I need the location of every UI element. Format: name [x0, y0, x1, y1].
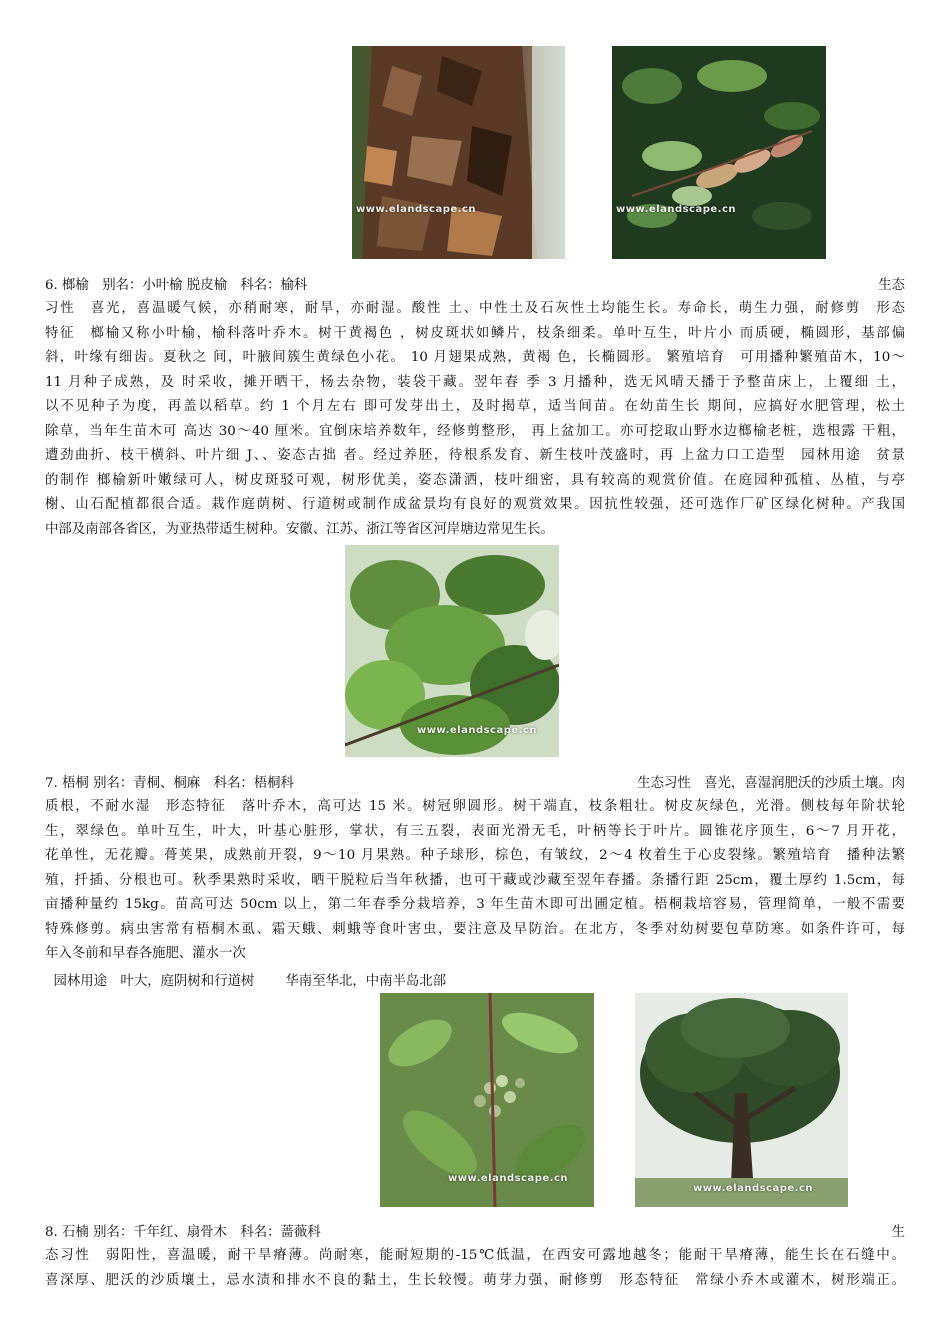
watermark-text: www.elandscape.cn	[356, 204, 477, 215]
text-line: 特征 榔榆又称小叶榆，榆科落叶乔木。树干黄褐色 ，树皮斑状如鳞片，枝条细柔。单叶互生，叶片小 而质硬，椭圆形，基部偏	[45, 325, 905, 341]
heading-title: 8. 石楠 别名：千年红、扇骨木 科名：蔷薇科	[45, 1225, 321, 1240]
watermark-text: www.elandscape.cn	[448, 1173, 569, 1184]
heading-continued: 生	[891, 1225, 905, 1240]
heading-title: 7. 梧桐 别名：青桐、桐麻 科名：梧桐科	[45, 776, 294, 791]
text-line: 的制作 榔榆新叶嫩绿可人，树皮斑驳可观，树形优美，姿态潇洒，枝叶细密，具有较高的观赏价值。在庭园种孤植、丛植，与亭	[45, 472, 905, 488]
text-line: 质根，不耐水湿 形态特征 落叶乔木，高可达 15 米。树冠卵圆形。树干端直，枝条粗壮。树皮灰绿色，光滑。侧枝每年阶状轮	[45, 799, 905, 814]
bark-photo	[352, 46, 565, 259]
tree-leaves-photo	[345, 545, 559, 757]
text-line: 喜深厚、肥沃的沙质壤土，忌水渍和排水不良的黏土，生长较慢。萌芽力强，耐修剪 形态特征 常绿小乔木或灌木，树形端正。	[45, 1272, 905, 1288]
section-body	[45, 1244, 905, 1293]
text-line: 生，翠绿色。单叶互生，叶大，叶基心脏形，掌状，有三五裂，表面光滑无毛，叶柄等长于叶片。圆锥花序顶生，6～7 月开花，	[45, 823, 905, 839]
text-line: 花单性，无花瓣。蓇荚果，成熟前开裂，9～10 月果熟。种子球形，棕色，有皱纹，2～4 枚着生于心皮裂缘。繁殖培育 播种法繁	[45, 848, 905, 863]
text-line: 特殊修剪。病虫害常有梧桐木虱、霜天蛾、刺蛾等食叶害虫，要注意及早防治。在北方，冬季对幼树要包草防寒。如条件许可，每	[45, 921, 905, 937]
section-heading	[45, 1221, 905, 1245]
text-line: 11 月种子成熟，及 时采收，摊开晒干，杨去杂物，装袋干藏。翌年春 季 3 月播种，选无风晴天播于予整苗床上，上覆细 土，	[45, 374, 905, 390]
heading-continued: 生态	[878, 278, 905, 293]
leaves-photo	[612, 46, 826, 259]
text-line: 榭、山石配植都很合适。栽作庭荫树、行道树或制作成盆景均有良好的观赏效果。因抗性较强，还可选作厂矿区绿化树种。产我国	[45, 497, 905, 512]
heading-continued: 生态习性 喜光，喜湿润肥沃的沙质土壤。肉	[637, 776, 905, 791]
text-line: 殖，扦插、分根也可。秋季果熟时采收，晒干脱粒后当年秋播，也可干藏或沙藏至翌年春播。条播行距 25cm，覆土厚约 1.5cm，每	[45, 872, 905, 888]
section-body	[45, 297, 905, 542]
text-line: 以不见种子为度，再盖以稻草。约 1 个月左右 即可发芽出土，及时揭草，适当间苗。在幼苗生长 期间，应搞好水肥管理，松土	[45, 399, 905, 414]
text-line: 年入冬前和早春各施肥、灌水一次	[45, 946, 246, 961]
watermark-text: www.elandscape.cn	[693, 1183, 814, 1194]
section-heading	[45, 772, 905, 796]
text-line: 遭劲曲折、枝干横斜、叶片细 J、、姿态古拙 者。经过养胚，待根系发育、新生枝叶茂盛时，再 上盆力口工造型 园林用途 贫景	[45, 448, 905, 463]
heading-title: 6. 榔榆 别名：小叶榆 脱皮榆 科名：榆科	[45, 278, 308, 293]
section-body	[45, 795, 905, 967]
watermark-text: www.elandscape.cn	[616, 204, 737, 215]
usage-line	[45, 970, 905, 994]
text-line: 亩播种量约 15kg。苗高可达 50cm 以上，第二年春季分栽培养，3 年生苗木即可出圃定植。梧桐栽培容易，管理简单，一般不需要	[45, 897, 905, 912]
text-line: 态习性 弱阳性，喜温暖，耐干旱瘠薄。尚耐寒，能耐短期的-15℃低温，在西安可露地越冬；能耐干旱瘠薄，能生长在石缝中。	[45, 1248, 905, 1263]
section-heading	[45, 274, 905, 298]
usage-text: 园林用途 叶大，庭阴树和行道树 华南至华北，中南半岛北部	[45, 974, 447, 989]
flower-buds-photo	[380, 993, 594, 1207]
watermark-text: www.elandscape.cn	[417, 725, 538, 736]
text-line: 除草，当年生苗木可 高达 30～40 厘米。宜倒床培养数年，经修剪整形， 再上盆加工。亦可挖取山野水边榔榆老桩，选根露 干粗，	[45, 423, 905, 439]
text-line: 习性 喜光，喜温暖气候，亦稍耐寒，耐旱，亦耐湿。酸性 土、中性土及石灰性土均能生长。寿命长，萌生力强，耐修剪 形态	[45, 301, 905, 316]
tree-crown-photo	[635, 993, 848, 1207]
text-line: 中部及南部各省区，为亚热带适生树种。安徽、江苏、浙江等省区河岸塘边常见生长。	[45, 521, 554, 537]
text-line: 斜，叶缘有细齿。夏秋之 间，叶腋间簇生黄绿色小花。 10 月翅果成熟，黄褐 色，长椭圆形。 繁殖培育 可用播种繁殖苗木，10～	[45, 350, 905, 365]
